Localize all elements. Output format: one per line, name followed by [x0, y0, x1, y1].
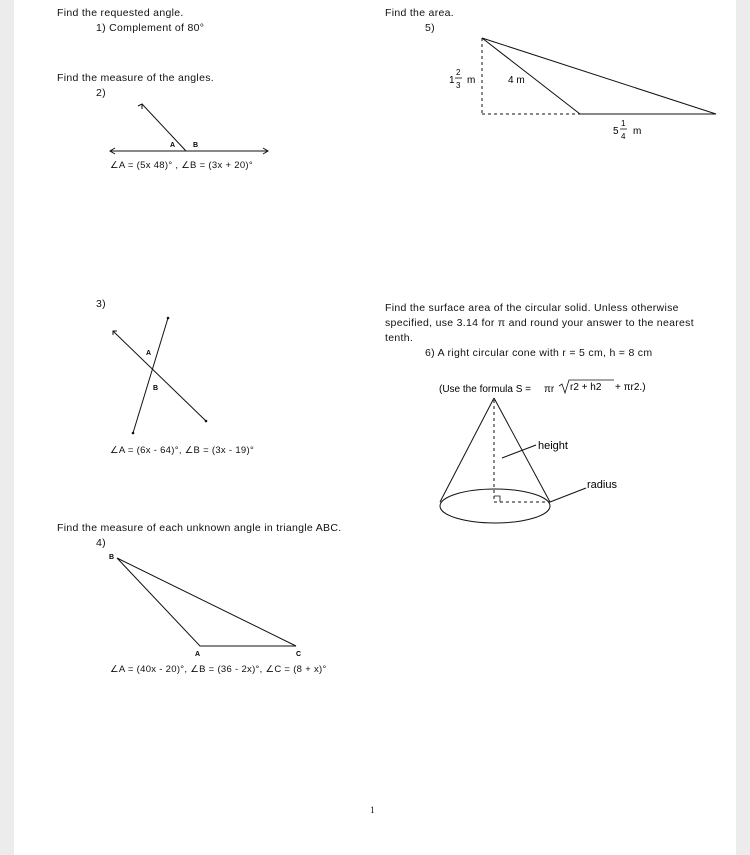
- q5-height-whole: 1: [449, 75, 455, 86]
- q2-label-b: B: [193, 142, 199, 149]
- q2-label-a: A: [170, 142, 176, 149]
- q6-instruction: Find the surface area of the circular solid. Unless otherwise specified, use 3.14 for π and round your answer to the nearest tenth.: [385, 302, 694, 344]
- q6-height-label: height: [538, 440, 568, 452]
- q5-height-unit: m: [467, 75, 476, 86]
- q6-formula-radicand: r2 + h2: [570, 382, 602, 393]
- q5-height-numerator: 2: [456, 68, 461, 77]
- q5-base-whole: 5: [613, 126, 619, 137]
- q5-base-numerator: 1: [621, 119, 626, 128]
- q5-height-denominator: 3: [456, 81, 461, 90]
- q6-item: 6) A right circular cone with r = 5 cm, h = 8 cm: [425, 347, 653, 359]
- q4-label-a: A: [195, 651, 201, 658]
- q2-instruction: Find the measure of the angles.: [57, 72, 214, 84]
- q3-number: 3): [96, 298, 106, 310]
- q6-radius-label: radius: [587, 479, 617, 491]
- q4-label-b: B: [109, 554, 115, 561]
- page-number: 1: [370, 806, 376, 816]
- q4-expression: ∠A = (40x - 20)°, ∠B = (36 - 2x)°, ∠C = (8 + x)°: [110, 664, 327, 675]
- q6-formula-pi: πr: [544, 384, 555, 395]
- q6-formula-suffix: + πr2.): [615, 382, 646, 393]
- q5-number: 5): [425, 22, 435, 34]
- q1-item: 1) Complement of 80°: [96, 22, 205, 34]
- q6-formula-prefix: (Use the formula S =: [439, 384, 531, 395]
- q2-number: 2): [96, 87, 106, 99]
- q2-expression: ∠A = (5x 48)° , ∠B = (3x + 20)°: [110, 160, 253, 171]
- q4-instruction: Find the measure of each unknown angle in triangle ABC.: [57, 522, 342, 534]
- q4-label-c: C: [296, 651, 302, 658]
- q3-expression: ∠A = (6x - 64)°, ∠B = (3x - 19)°: [110, 445, 255, 456]
- q5-base-denominator: 4: [621, 132, 626, 141]
- q3-label-b: B: [153, 385, 159, 392]
- q1-instruction: Find the requested angle.: [57, 7, 184, 19]
- q3-label-a: A: [146, 350, 152, 357]
- q5-side-label: 4 m: [508, 75, 525, 86]
- q5-instruction: Find the area.: [385, 7, 454, 19]
- q4-number: 4): [96, 537, 106, 549]
- q6-cone-diagram: [14, 0, 736, 855]
- worksheet-page: [14, 0, 736, 855]
- q5-base-unit: m: [633, 126, 642, 137]
